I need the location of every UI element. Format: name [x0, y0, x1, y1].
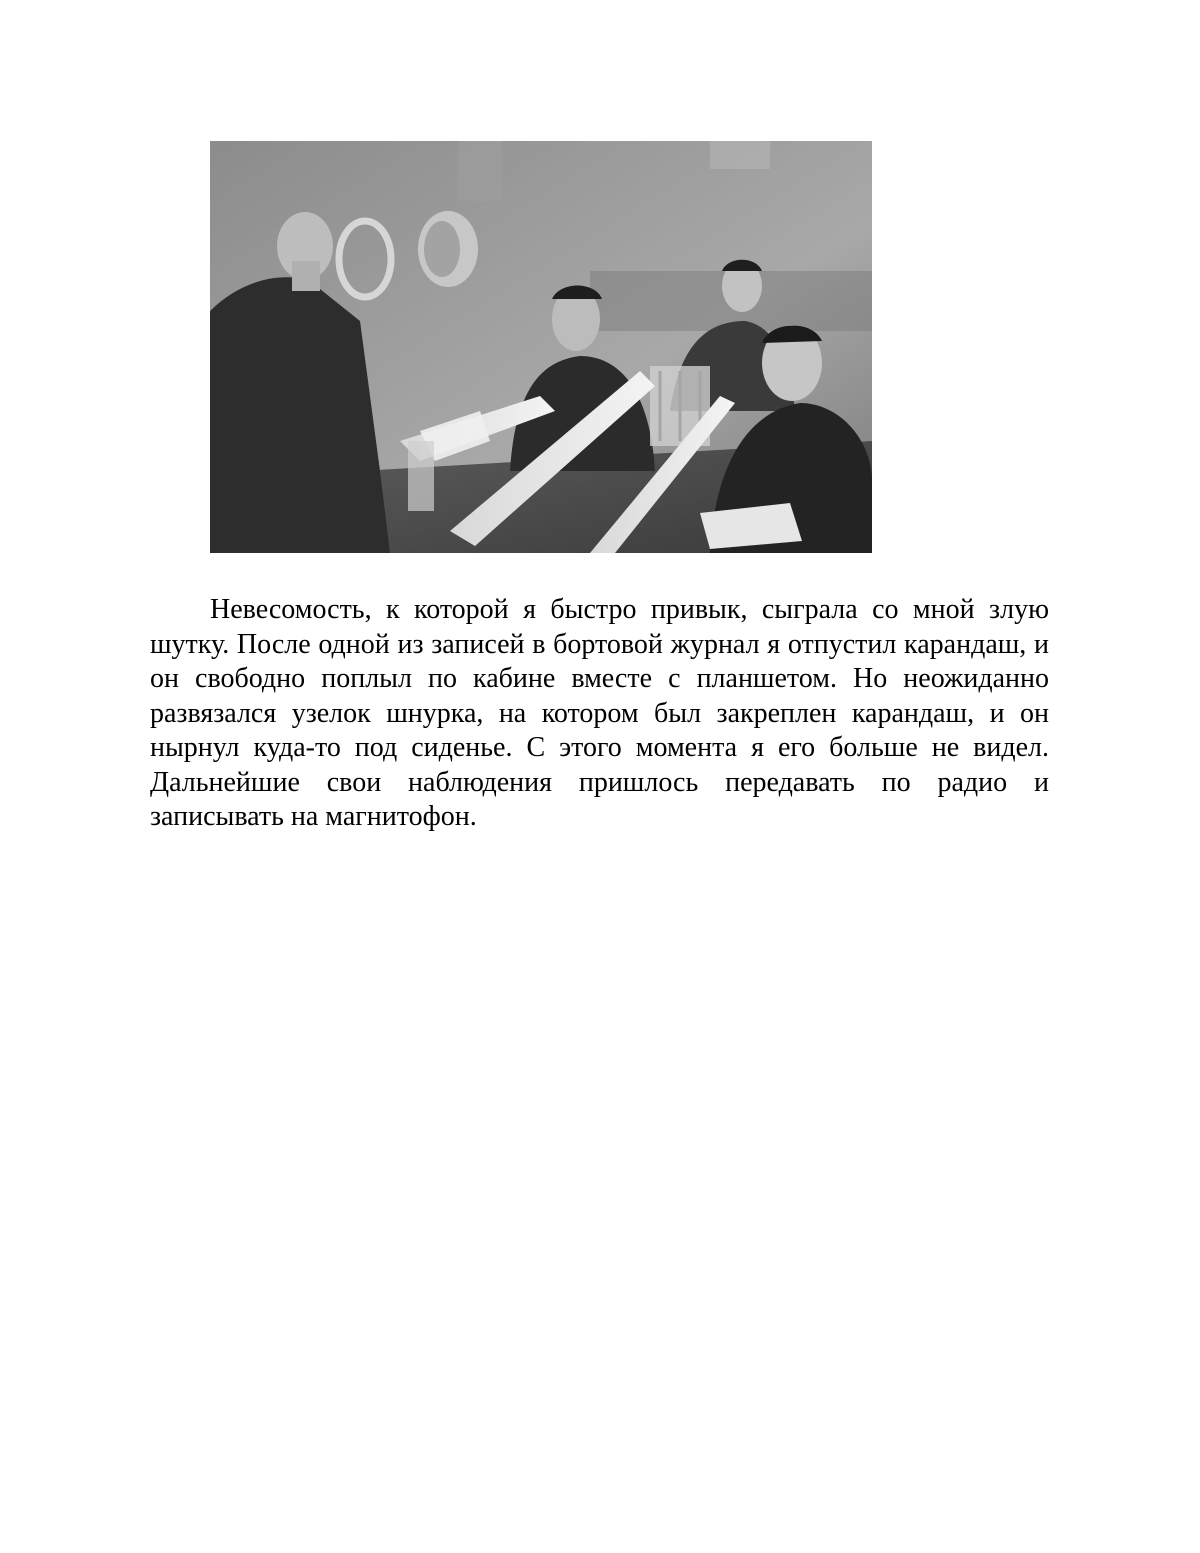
body-paragraph: Невесомость, к которой я быстро привык, сыграла со мной злую шутку. После одной из записей в бортовой журнал я отпустил карандаш, и он свободно поплыл по кабине вместе с планшетом. Но неожиданно развязался узелок шнурка, на котором был закреплен карандаш, и он нырнул куда-то под сиденье. С этого момента я его больше не видел. Дальнейшие свои наблюдения пришлось передавать по радио и записывать на магнитофон.: [150, 594, 1049, 832]
classroom-photo: [210, 141, 872, 553]
photo-image: [210, 141, 872, 553]
